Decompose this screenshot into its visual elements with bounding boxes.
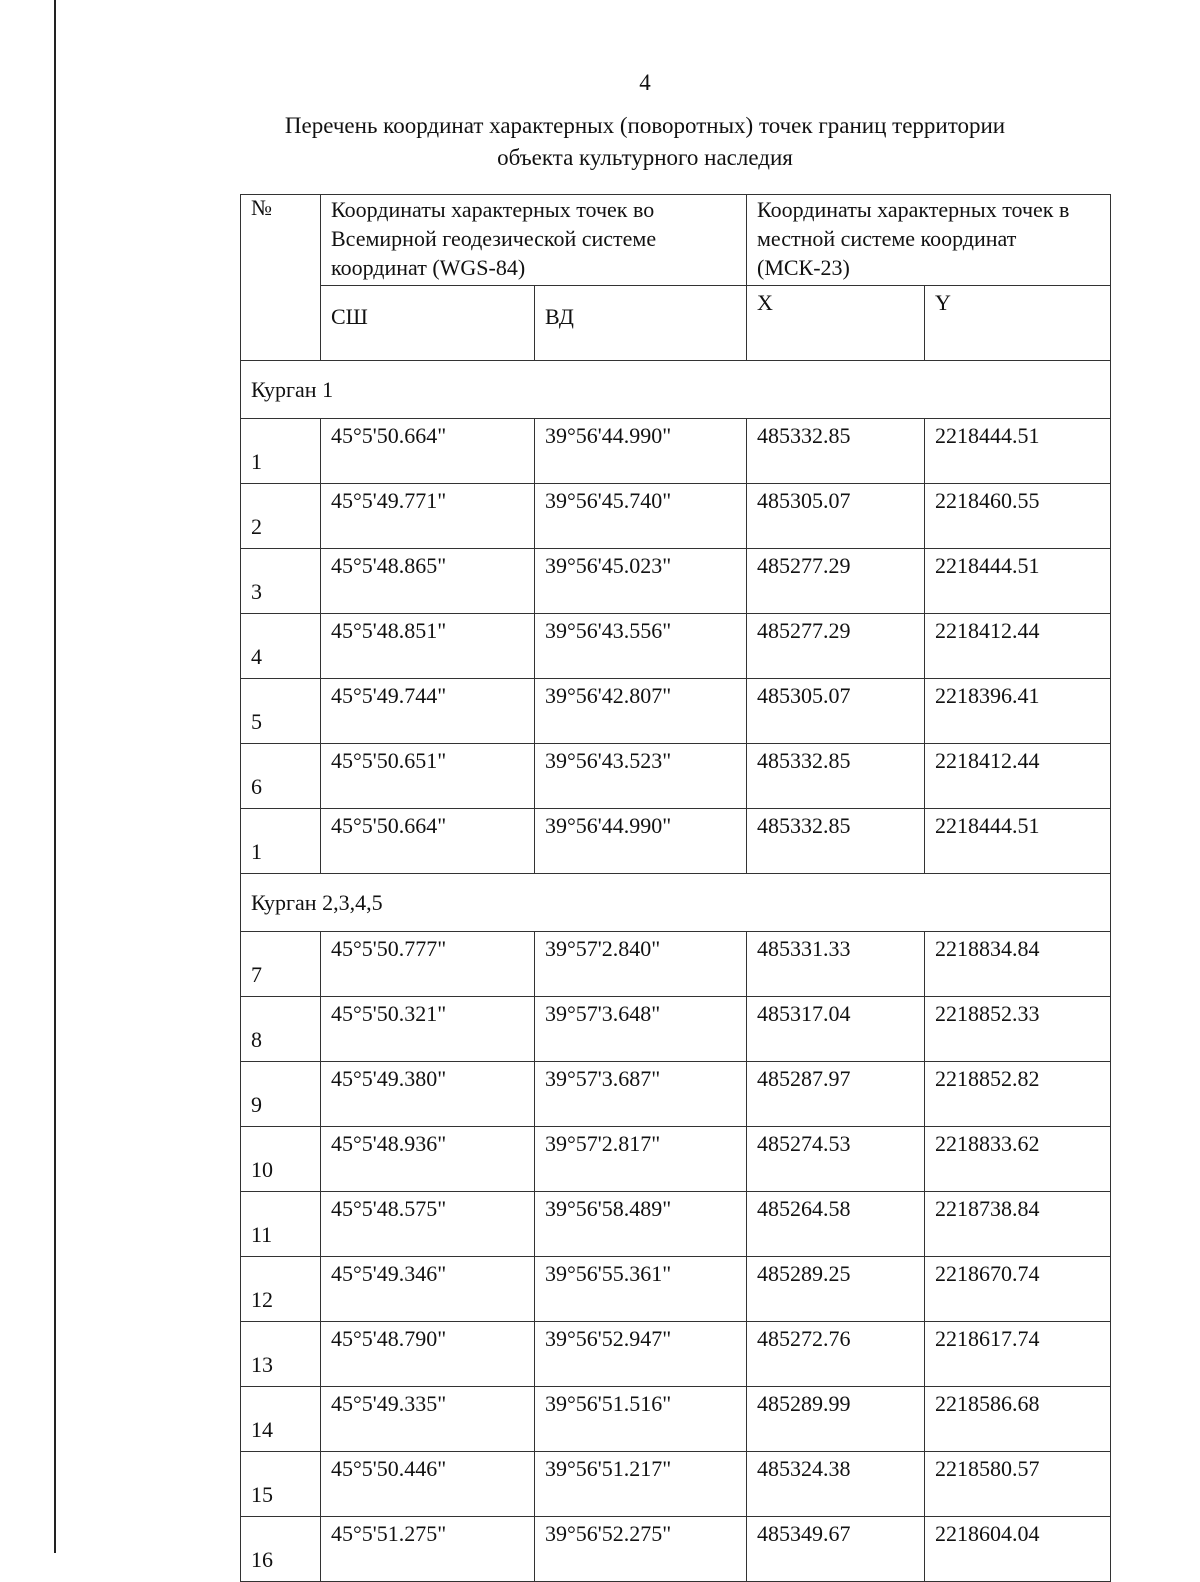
y-coordinate-cell: 2218604.04 — [925, 1517, 1111, 1582]
x-coordinate-cell: 485287.97 — [747, 1062, 925, 1127]
point-number-cell: 15 — [241, 1452, 321, 1517]
longitude-cell: 39°56'42.807" — [535, 679, 747, 744]
latitude-cell: 45°5'50.777" — [321, 932, 535, 997]
y-coordinate-cell: 2218460.55 — [925, 484, 1111, 549]
point-number-cell: 10 — [241, 1127, 321, 1192]
group-title-row — [241, 361, 1111, 419]
point-number-cell: 16 — [241, 1517, 321, 1582]
point-number-cell: 3 — [241, 549, 321, 614]
table-row — [241, 679, 1111, 744]
longitude-cell: 39°56'43.523" — [535, 744, 747, 809]
y-coordinate-cell: 2218670.74 — [925, 1257, 1111, 1322]
x-coordinate-cell: 485277.29 — [747, 614, 925, 679]
y-coordinate-cell: 2218412.44 — [925, 614, 1111, 679]
point-number-cell: 11 — [241, 1192, 321, 1257]
latitude-cell: 45°5'50.446" — [321, 1452, 535, 1517]
column-header-x: X — [747, 286, 925, 361]
longitude-cell: 39°57'3.648" — [535, 997, 747, 1062]
y-coordinate-cell: 2218852.82 — [925, 1062, 1111, 1127]
y-coordinate-cell: 2218396.41 — [925, 679, 1111, 744]
y-coordinate-cell: 2218580.57 — [925, 1452, 1111, 1517]
x-coordinate-cell: 485289.25 — [747, 1257, 925, 1322]
table-row — [241, 1387, 1111, 1452]
point-number-cell: 1 — [241, 419, 321, 484]
x-coordinate-cell: 485317.04 — [747, 997, 925, 1062]
longitude-cell: 39°56'44.990" — [535, 419, 747, 484]
longitude-cell: 39°56'44.990" — [535, 809, 747, 874]
table-row — [241, 932, 1111, 997]
latitude-cell: 45°5'48.865" — [321, 549, 535, 614]
y-coordinate-cell: 2218833.62 — [925, 1127, 1111, 1192]
longitude-cell: 39°56'58.489" — [535, 1192, 747, 1257]
point-number-cell: 1 — [241, 809, 321, 874]
y-coordinate-cell: 2218738.84 — [925, 1192, 1111, 1257]
latitude-cell: 45°5'49.346" — [321, 1257, 535, 1322]
column-group-header-wgs84: Координаты характерных точек во Всемирной геодезической системе координат (WGS-84) — [321, 195, 747, 286]
scan-page-edge — [54, 0, 56, 1553]
document-title-line: объекта культурного наследия — [497, 145, 793, 170]
group-title-cell: Курган 2,3,4,5 — [241, 874, 1111, 932]
latitude-cell: 45°5'49.771" — [321, 484, 535, 549]
table-row — [241, 549, 1111, 614]
table-row — [241, 1062, 1111, 1127]
x-coordinate-cell: 485332.85 — [747, 419, 925, 484]
point-number-cell: 13 — [241, 1322, 321, 1387]
page-number: 4 — [639, 70, 651, 95]
latitude-cell: 45°5'48.575" — [321, 1192, 535, 1257]
longitude-cell: 39°56'45.023" — [535, 549, 747, 614]
point-number-cell: 14 — [241, 1387, 321, 1452]
table-row — [241, 997, 1111, 1062]
longitude-cell: 39°56'51.217" — [535, 1452, 747, 1517]
y-coordinate-cell: 2218444.51 — [925, 419, 1111, 484]
longitude-cell: 39°56'55.361" — [535, 1257, 747, 1322]
point-number-cell: 4 — [241, 614, 321, 679]
point-number-cell: 5 — [241, 679, 321, 744]
x-coordinate-cell: 485264.58 — [747, 1192, 925, 1257]
table-row — [241, 1322, 1111, 1387]
table-row — [241, 1517, 1111, 1582]
point-number-cell: 12 — [241, 1257, 321, 1322]
longitude-cell: 39°56'43.556" — [535, 614, 747, 679]
column-header-longitude: ВД — [535, 286, 747, 361]
y-coordinate-cell: 2218617.74 — [925, 1322, 1111, 1387]
latitude-cell: 45°5'50.651" — [321, 744, 535, 809]
x-coordinate-cell: 485349.67 — [747, 1517, 925, 1582]
table-row — [241, 419, 1111, 484]
table-header — [241, 195, 1111, 361]
longitude-cell: 39°56'52.947" — [535, 1322, 747, 1387]
latitude-cell: 45°5'49.380" — [321, 1062, 535, 1127]
table-row — [241, 1452, 1111, 1517]
x-coordinate-cell: 485331.33 — [747, 932, 925, 997]
x-coordinate-cell: 485332.85 — [747, 744, 925, 809]
x-coordinate-cell: 485305.07 — [747, 679, 925, 744]
coordinates-table — [240, 194, 1111, 1582]
x-coordinate-cell: 485324.38 — [747, 1452, 925, 1517]
latitude-cell: 45°5'50.664" — [321, 809, 535, 874]
x-coordinate-cell: 485272.76 — [747, 1322, 925, 1387]
latitude-cell: 45°5'50.664" — [321, 419, 535, 484]
y-coordinate-cell: 2218586.68 — [925, 1387, 1111, 1452]
latitude-cell: 45°5'51.275" — [321, 1517, 535, 1582]
point-number-cell: 8 — [241, 997, 321, 1062]
longitude-cell: 39°56'45.740" — [535, 484, 747, 549]
table-row — [241, 1192, 1111, 1257]
table-row — [241, 484, 1111, 549]
longitude-cell: 39°57'2.840" — [535, 932, 747, 997]
x-coordinate-cell: 485289.99 — [747, 1387, 925, 1452]
document-title-line: Перечень координат характерных (поворотных) точек границ территории — [284, 113, 1006, 138]
document-title — [200, 110, 1090, 174]
longitude-cell: 39°57'3.687" — [535, 1062, 747, 1127]
point-number-cell: 7 — [241, 932, 321, 997]
point-number-cell: 2 — [241, 484, 321, 549]
point-number-cell: 6 — [241, 744, 321, 809]
point-number-cell: 9 — [241, 1062, 321, 1127]
table-body — [241, 361, 1111, 1582]
table-row — [241, 1127, 1111, 1192]
table-row — [241, 744, 1111, 809]
table-row — [241, 809, 1111, 874]
latitude-cell: 45°5'48.851" — [321, 614, 535, 679]
column-header-latitude: СШ — [321, 286, 535, 361]
table-row — [241, 614, 1111, 679]
column-group-header-msk23: Координаты характерных точек в местной системе координат (МСК-23) — [747, 195, 1111, 286]
longitude-cell: 39°56'52.275" — [535, 1517, 747, 1582]
latitude-cell: 45°5'48.936" — [321, 1127, 535, 1192]
y-coordinate-cell: 2218444.51 — [925, 549, 1111, 614]
x-coordinate-cell: 485274.53 — [747, 1127, 925, 1192]
x-coordinate-cell: 485332.85 — [747, 809, 925, 874]
y-coordinate-cell: 2218852.33 — [925, 997, 1111, 1062]
latitude-cell: 45°5'49.335" — [321, 1387, 535, 1452]
group-title-row — [241, 874, 1111, 932]
longitude-cell: 39°57'2.817" — [535, 1127, 747, 1192]
y-coordinate-cell: 2218412.44 — [925, 744, 1111, 809]
longitude-cell: 39°56'51.516" — [535, 1387, 747, 1452]
x-coordinate-cell: 485277.29 — [747, 549, 925, 614]
x-coordinate-cell: 485305.07 — [747, 484, 925, 549]
group-title-cell: Курган 1 — [241, 361, 1111, 419]
latitude-cell: 45°5'48.790" — [321, 1322, 535, 1387]
table-row — [241, 1257, 1111, 1322]
y-coordinate-cell: 2218444.51 — [925, 809, 1111, 874]
latitude-cell: 45°5'49.744" — [321, 679, 535, 744]
column-header-number: № — [241, 195, 321, 361]
column-header-y: Y — [925, 286, 1111, 361]
y-coordinate-cell: 2218834.84 — [925, 932, 1111, 997]
latitude-cell: 45°5'50.321" — [321, 997, 535, 1062]
